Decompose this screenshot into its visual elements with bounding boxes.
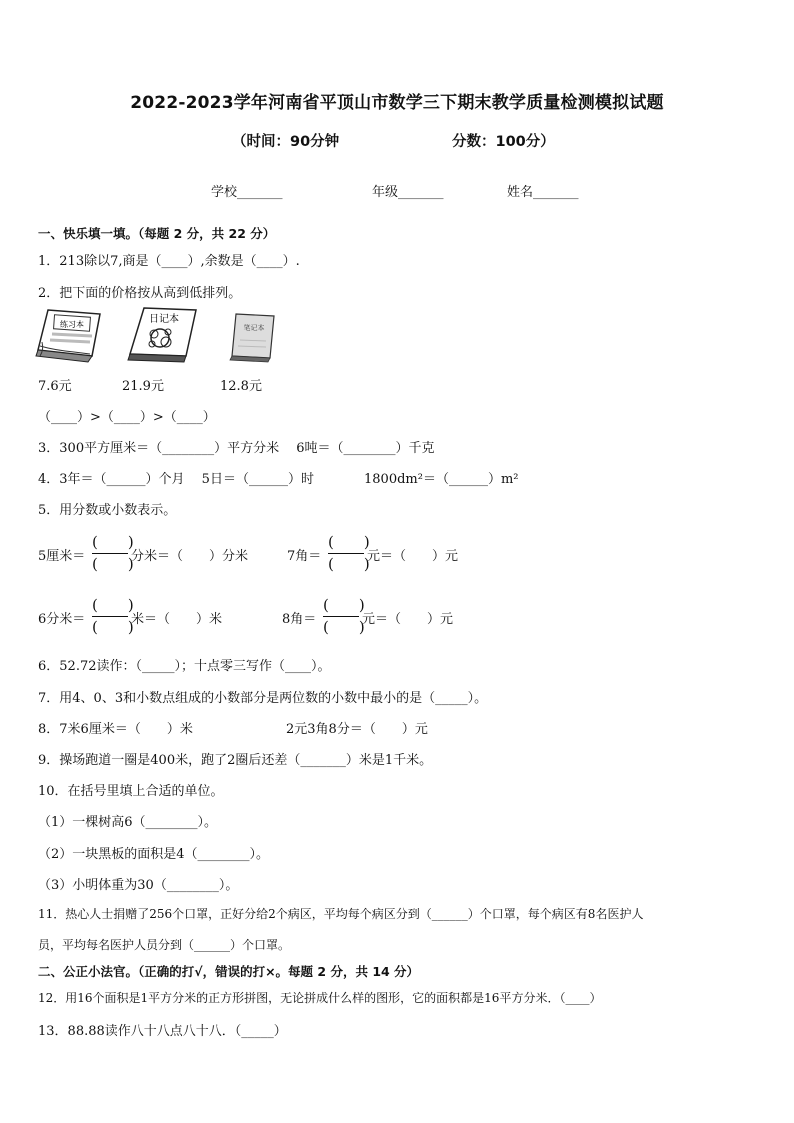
notebook-image — [226, 310, 280, 364]
question-12: 12．用16个面积是1平方分米的正方形拼图，无论拼成什么样的图形，它的面积都是16平方分米．（____） — [38, 991, 602, 1005]
question-4-area: 1800dm²＝（______）m² — [364, 472, 519, 487]
section-1-heading: 一、快乐填一填。（每题 2 分，共 22 分） — [38, 226, 276, 241]
question-10-3: （3）小明体重为30（________）。 — [38, 878, 239, 893]
q5-fraction-4[interactable] — [323, 596, 365, 636]
question-3: 3．300平方厘米＝（________）平方分米 6吨＝（________）千克 — [38, 441, 435, 456]
q5-row2-right-suffix: 元＝（ ）元 — [362, 612, 454, 627]
exercise-book-image — [34, 306, 108, 366]
fraction-denominator[interactable]: ( ) — [323, 618, 365, 636]
question-8-money: 2元3角8分＝（ ）元 — [286, 722, 428, 737]
exam-score: 分数：100分） — [452, 134, 555, 150]
q5-row2-right-prefix: 8角＝ — [282, 612, 317, 627]
question-5: 5．用分数或小数表示。 — [38, 503, 177, 518]
question-7: 7．用4、0、3和小数点组成的小数部分是两位数的小数中最小的是（_____）。 — [38, 691, 488, 706]
question-6: 6．52.72读作：（_____）；十点零三写作（____）。 — [38, 659, 331, 674]
page-title: 2022-2023学年河南省平顶山市数学三下期末教学质量检测模拟试题 — [130, 93, 664, 113]
price-exercise-book: 7.6元 — [38, 379, 72, 394]
question-10: 10．在括号里填上合适的单位。 — [38, 784, 224, 799]
q5-row2-left-prefix: 6分米＝ — [38, 612, 86, 627]
fraction-numerator[interactable]: ( ) — [323, 596, 365, 614]
price-notebook: 12.8元 — [220, 379, 262, 394]
notebook-label: 笔记本 — [243, 324, 265, 332]
price-order-blanks[interactable]: （____）>（____）>（____） — [38, 410, 216, 425]
name-field[interactable]: 姓名_______ — [507, 185, 579, 200]
fraction-numerator[interactable]: ( ) — [92, 533, 134, 551]
diary-label: 日记本 — [149, 314, 179, 325]
section-2-heading: 二、公正小法官。（正确的打√，错误的打×。每题 2 分，共 14 分） — [38, 964, 420, 979]
question-13: 13．88.88读作八十八点八十八．（_____） — [38, 1024, 287, 1039]
fraction-denominator[interactable]: ( ) — [92, 555, 134, 573]
fraction-numerator[interactable]: ( ) — [328, 533, 370, 551]
q5-fraction-3[interactable] — [92, 596, 134, 636]
price-diary: 21.9元 — [122, 379, 164, 394]
question-8: 8．7米6厘米＝（ ）米 — [38, 722, 193, 737]
fraction-denominator[interactable]: ( ) — [92, 618, 134, 636]
fraction-numerator[interactable]: ( ) — [92, 596, 134, 614]
question-10-1: （1）一棵树高6（________）。 — [38, 815, 218, 830]
question-9: 9．操场跑道一圈是400米，跑了2圈后还差（_______）米是1千米。 — [38, 753, 433, 768]
q5-fraction-1[interactable] — [92, 533, 134, 573]
q5-row1-left-prefix: 5厘米＝ — [38, 549, 86, 564]
question-4: 4．3年＝（______）个月 5日＝（______）时 — [38, 472, 314, 487]
q5-row2-left-suffix: 米＝（ ）米 — [131, 612, 223, 627]
question-10-2: （2）一块黑板的面积是4（________）。 — [38, 847, 270, 862]
question-2: 2．把下面的价格按从高到低排列。 — [38, 286, 242, 301]
exam-time: （时间：90分钟 — [232, 134, 340, 150]
question-11-line-2: 员，平均每名医护人员分到（______）个口罩。 — [38, 938, 291, 952]
q5-row1-right-prefix: 7角＝ — [287, 549, 322, 564]
q5-row1-left-suffix: 分米＝（ ）分米 — [131, 549, 249, 564]
fraction-denominator[interactable]: ( ) — [328, 555, 370, 573]
school-field[interactable]: 学校_______ — [211, 185, 283, 200]
question-1: 1．213除以7,商是（____）,余数是（____）. — [38, 254, 300, 269]
q5-row1-right-suffix: 元＝（ ）元 — [367, 549, 459, 564]
grade-field[interactable]: 年级_______ — [372, 185, 444, 200]
question-11-line-1: 11．热心人士捐赠了256个口罩，正好分给2个病区，平均每个病区分到（______）个口罩，每个病区有8名医护人 — [38, 907, 644, 921]
exercise-book-label: 练习本 — [60, 320, 84, 329]
diary-image — [124, 304, 200, 366]
q5-fraction-2[interactable] — [328, 533, 370, 573]
